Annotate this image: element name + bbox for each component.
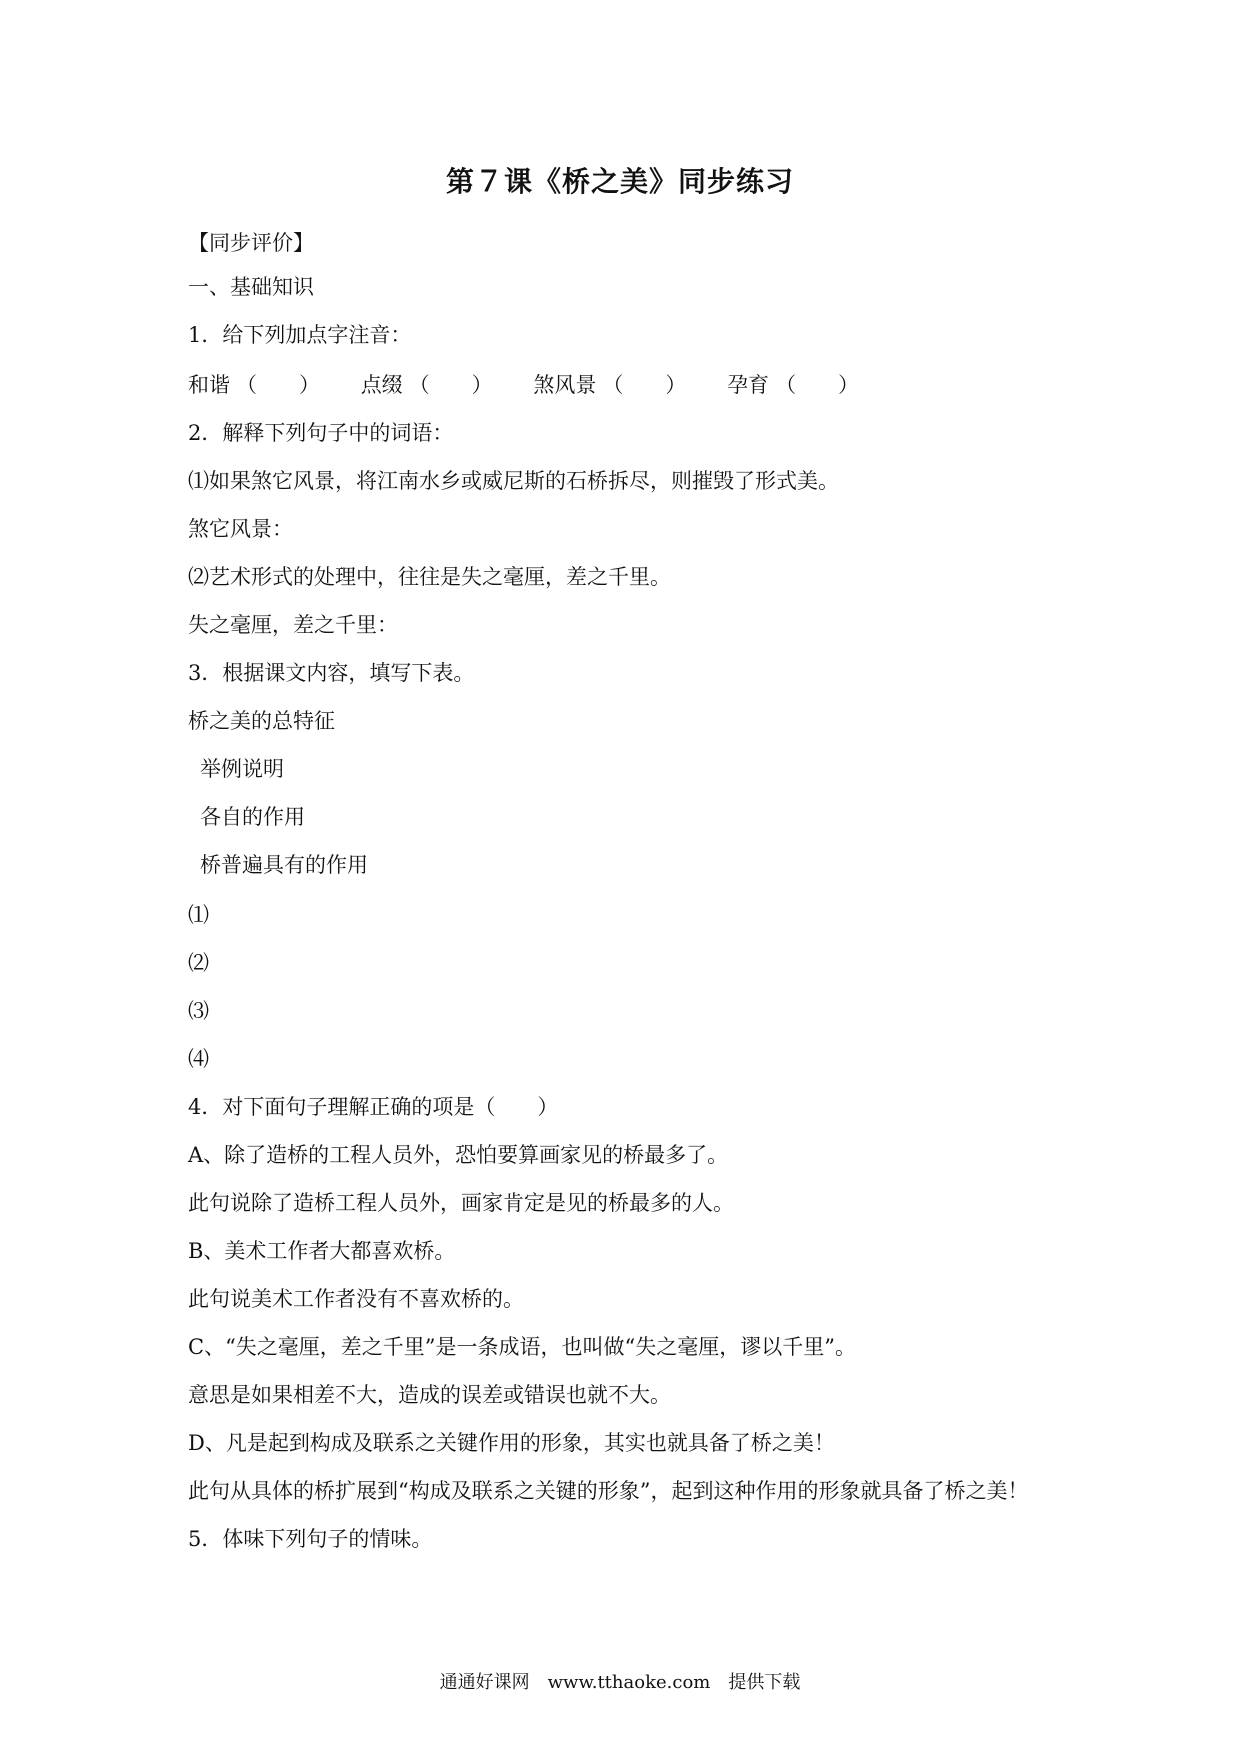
option-c: C、“失之毫厘，差之千里”是一条成语，也叫做“失之毫厘，谬以千里”。 xyxy=(188,1335,857,1359)
term-1: 煞它风景： xyxy=(188,517,293,541)
section-header: 【同步评价】 xyxy=(188,231,314,255)
option-c-explanation: 意思是如果相差不大，造成的误差或错误也就不大。 xyxy=(188,1383,671,1407)
footer-source: 通通好课网 www.tthaoke.com 提供下载 xyxy=(439,1672,801,1693)
table-column-common-function: 桥普遍具有的作用 xyxy=(200,853,368,877)
part-heading: 一、基础知识 xyxy=(188,275,314,299)
table-row-label: ⑵ xyxy=(188,951,209,975)
option-a: A、除了造桥的工程人员外，恐怕要算画家见的桥最多了。 xyxy=(188,1143,729,1167)
question-1-prompt: 1．给下列加点字注音： xyxy=(188,323,412,347)
table-column-functions: 各自的作用 xyxy=(200,805,305,829)
pinyin-items xyxy=(188,370,893,400)
sentence-1: ⑴如果煞它风景，将江南水乡或威尼斯的石桥拆尽，则摧毁了形式美。 xyxy=(188,469,839,493)
option-b: B、美术工作者大都喜欢桥。 xyxy=(188,1239,456,1263)
pinyin-word: 和谐 xyxy=(188,373,230,397)
option-d: D、凡是起到构成及联系之关键作用的形象，其实也就具备了桥之美！ xyxy=(188,1431,835,1455)
option-d-explanation: 此句从具体的桥扩展到“构成及联系之关键的形象”，起到这种作用的形象就具备了桥之美！ xyxy=(188,1479,1029,1503)
pinyin-blank: （ ） xyxy=(408,373,493,397)
question-5-prompt: 5．体味下列句子的情味。 xyxy=(188,1527,433,1551)
pinyin-blank: （ ） xyxy=(602,373,687,397)
pinyin-word: 孕育 xyxy=(727,373,770,397)
table-column-examples: 举例说明 xyxy=(200,757,284,781)
pinyin-word: 点缀 xyxy=(360,373,403,397)
pinyin-blank: （ ） xyxy=(236,373,320,397)
option-a-explanation: 此句说除了造桥工程人员外，画家肯定是见的桥最多的人。 xyxy=(188,1191,734,1215)
sentence-2: ⑵艺术形式的处理中，往往是失之毫厘，差之千里。 xyxy=(188,565,671,589)
pinyin-word: 煞风景 xyxy=(533,373,597,397)
term-2: 失之毫厘，差之千里： xyxy=(188,613,398,637)
page-title: 第７课《桥之美》同步练习 xyxy=(445,165,794,198)
table-row-label: ⑶ xyxy=(188,999,209,1023)
table-row-label: ⑷ xyxy=(188,1047,209,1071)
table-title: 桥之美的总特征 xyxy=(188,709,335,733)
option-b-explanation: 此句说美术工作者没有不喜欢桥的。 xyxy=(188,1287,524,1311)
table-row-label: ⑴ xyxy=(188,903,209,927)
question-4-prompt: 4．对下面句子理解正确的项是（ ） xyxy=(188,1095,559,1119)
question-2-prompt: 2．解释下列句子中的词语： xyxy=(188,421,454,445)
pinyin-blank: （ ） xyxy=(775,373,860,397)
question-3-prompt: 3．根据课文内容，填写下表。 xyxy=(188,661,475,685)
